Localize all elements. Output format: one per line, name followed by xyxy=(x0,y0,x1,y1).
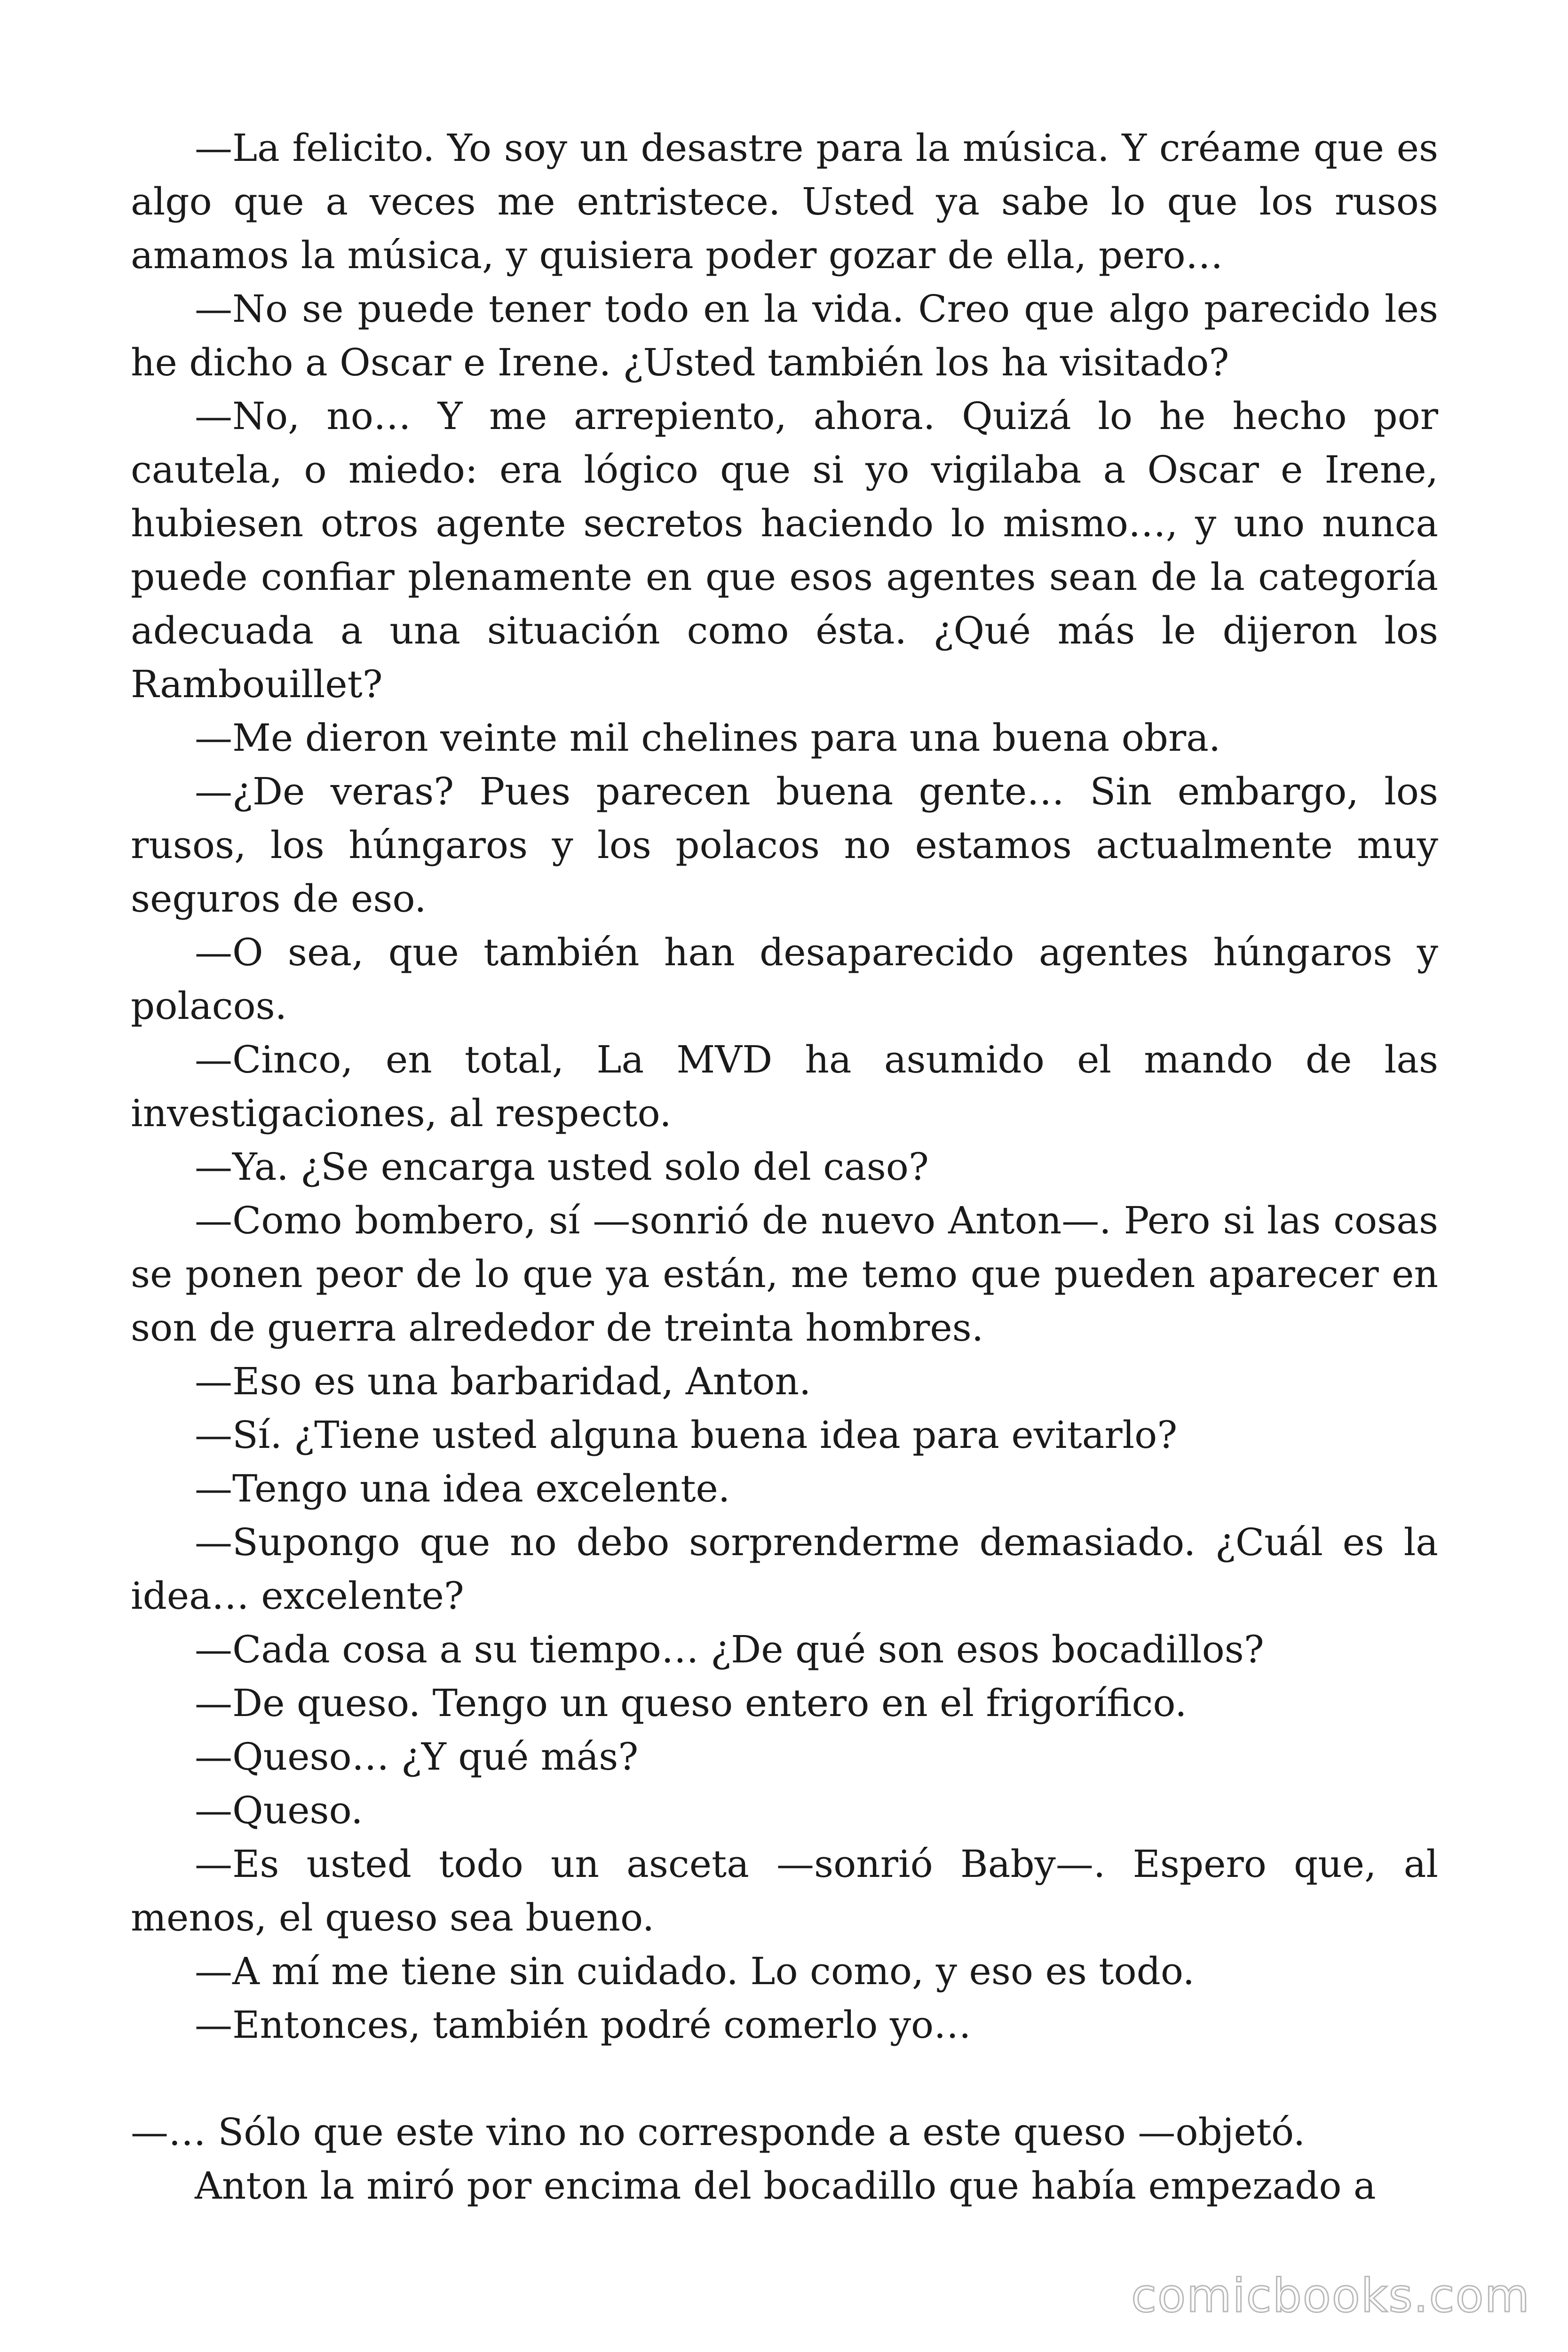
paragraph: —Queso. xyxy=(195,1788,363,1832)
paragraph-last-line: Anton la miró por encima del bocadillo que había empezado a xyxy=(195,2164,1376,2208)
paragraph: —Como bombero, sí —sonrió de nuevo Anton—. Pero si las cosas se ponen peor de lo que ya están, me temo que pueden aparecer en son de guerra alrededor de treinta hombres. xyxy=(131,1199,1438,1350)
paragraph: —Cada cosa a su tiempo… ¿De qué son esos bocadillos? xyxy=(195,1628,1264,1671)
paragraph: —Tengo una idea excelente. xyxy=(195,1467,730,1510)
paragraph: —Cinco, en total, La MVD ha asumido el mando de las investigaciones, al respecto. xyxy=(131,1038,1438,1135)
section-break xyxy=(131,2052,1438,2106)
paragraph: —Ya. ¿Se encarga usted solo del caso? xyxy=(195,1145,929,1189)
paragraph: —Supongo que no debo sorprenderme demasiado. ¿Cuál es la idea… excelente? xyxy=(131,1520,1438,1618)
paragraph: —Me dieron veinte mil chelines para una buena obra. xyxy=(195,716,1221,760)
paragraph: —De queso. Tengo un queso entero en el frigorífico. xyxy=(195,1681,1187,1725)
page-text xyxy=(131,121,1438,2213)
paragraph: —¿De veras? Pues parecen buena gente… Sin embargo, los rusos, los húngaros y los polacos no estamos actualmente muy seguros de eso. xyxy=(131,770,1438,921)
paragraph: —No, no… Y me arrepiento, ahora. Quizá lo he hecho por cautela, o miedo: era lógico que si yo vigilaba a Oscar e Irene, hubiesen otros agente secretos haciendo lo mismo…, y uno nunca puede confiar plenamente en que esos agentes sean de la categoría adecuada a una situación como ésta. ¿Qué más le dijeron los Rambouillet? xyxy=(131,394,1438,706)
paragraph: —Eso es una barbaridad, Anton. xyxy=(195,1359,811,1403)
paragraph: —Entonces, también podré comerlo yo… xyxy=(195,2003,972,2047)
paragraph: —Es usted todo un asceta —sonrió Baby—. Espero que, al menos, el queso sea bueno. xyxy=(131,1842,1438,1939)
paragraph: —… Sólo que este vino no corresponde a este queso —objetó. xyxy=(131,2110,1306,2154)
watermark: comicbooks.com xyxy=(1131,2269,1530,2323)
paragraph: —Sí. ¿Tiene usted alguna buena idea para evitarlo? xyxy=(195,1413,1178,1457)
paragraph: —Queso… ¿Y qué más? xyxy=(195,1735,639,1779)
paragraph: —O sea, que también han desaparecido agentes húngaros y polacos. xyxy=(131,930,1438,1028)
paragraph: —A mí me tiene sin cuidado. Lo como, y eso es todo. xyxy=(195,1949,1195,1993)
paragraph: —No se puede tener todo en la vida. Creo que algo parecido les he dicho a Oscar e Irene. ¿Usted también los ha visitado? xyxy=(131,287,1438,384)
paragraph: —La felicito. Yo soy un desastre para la música. Y créame que es algo que a veces me entristece. Usted ya sabe lo que los rusos amamos la música, y quisiera poder gozar de ella, pero… xyxy=(131,126,1438,277)
